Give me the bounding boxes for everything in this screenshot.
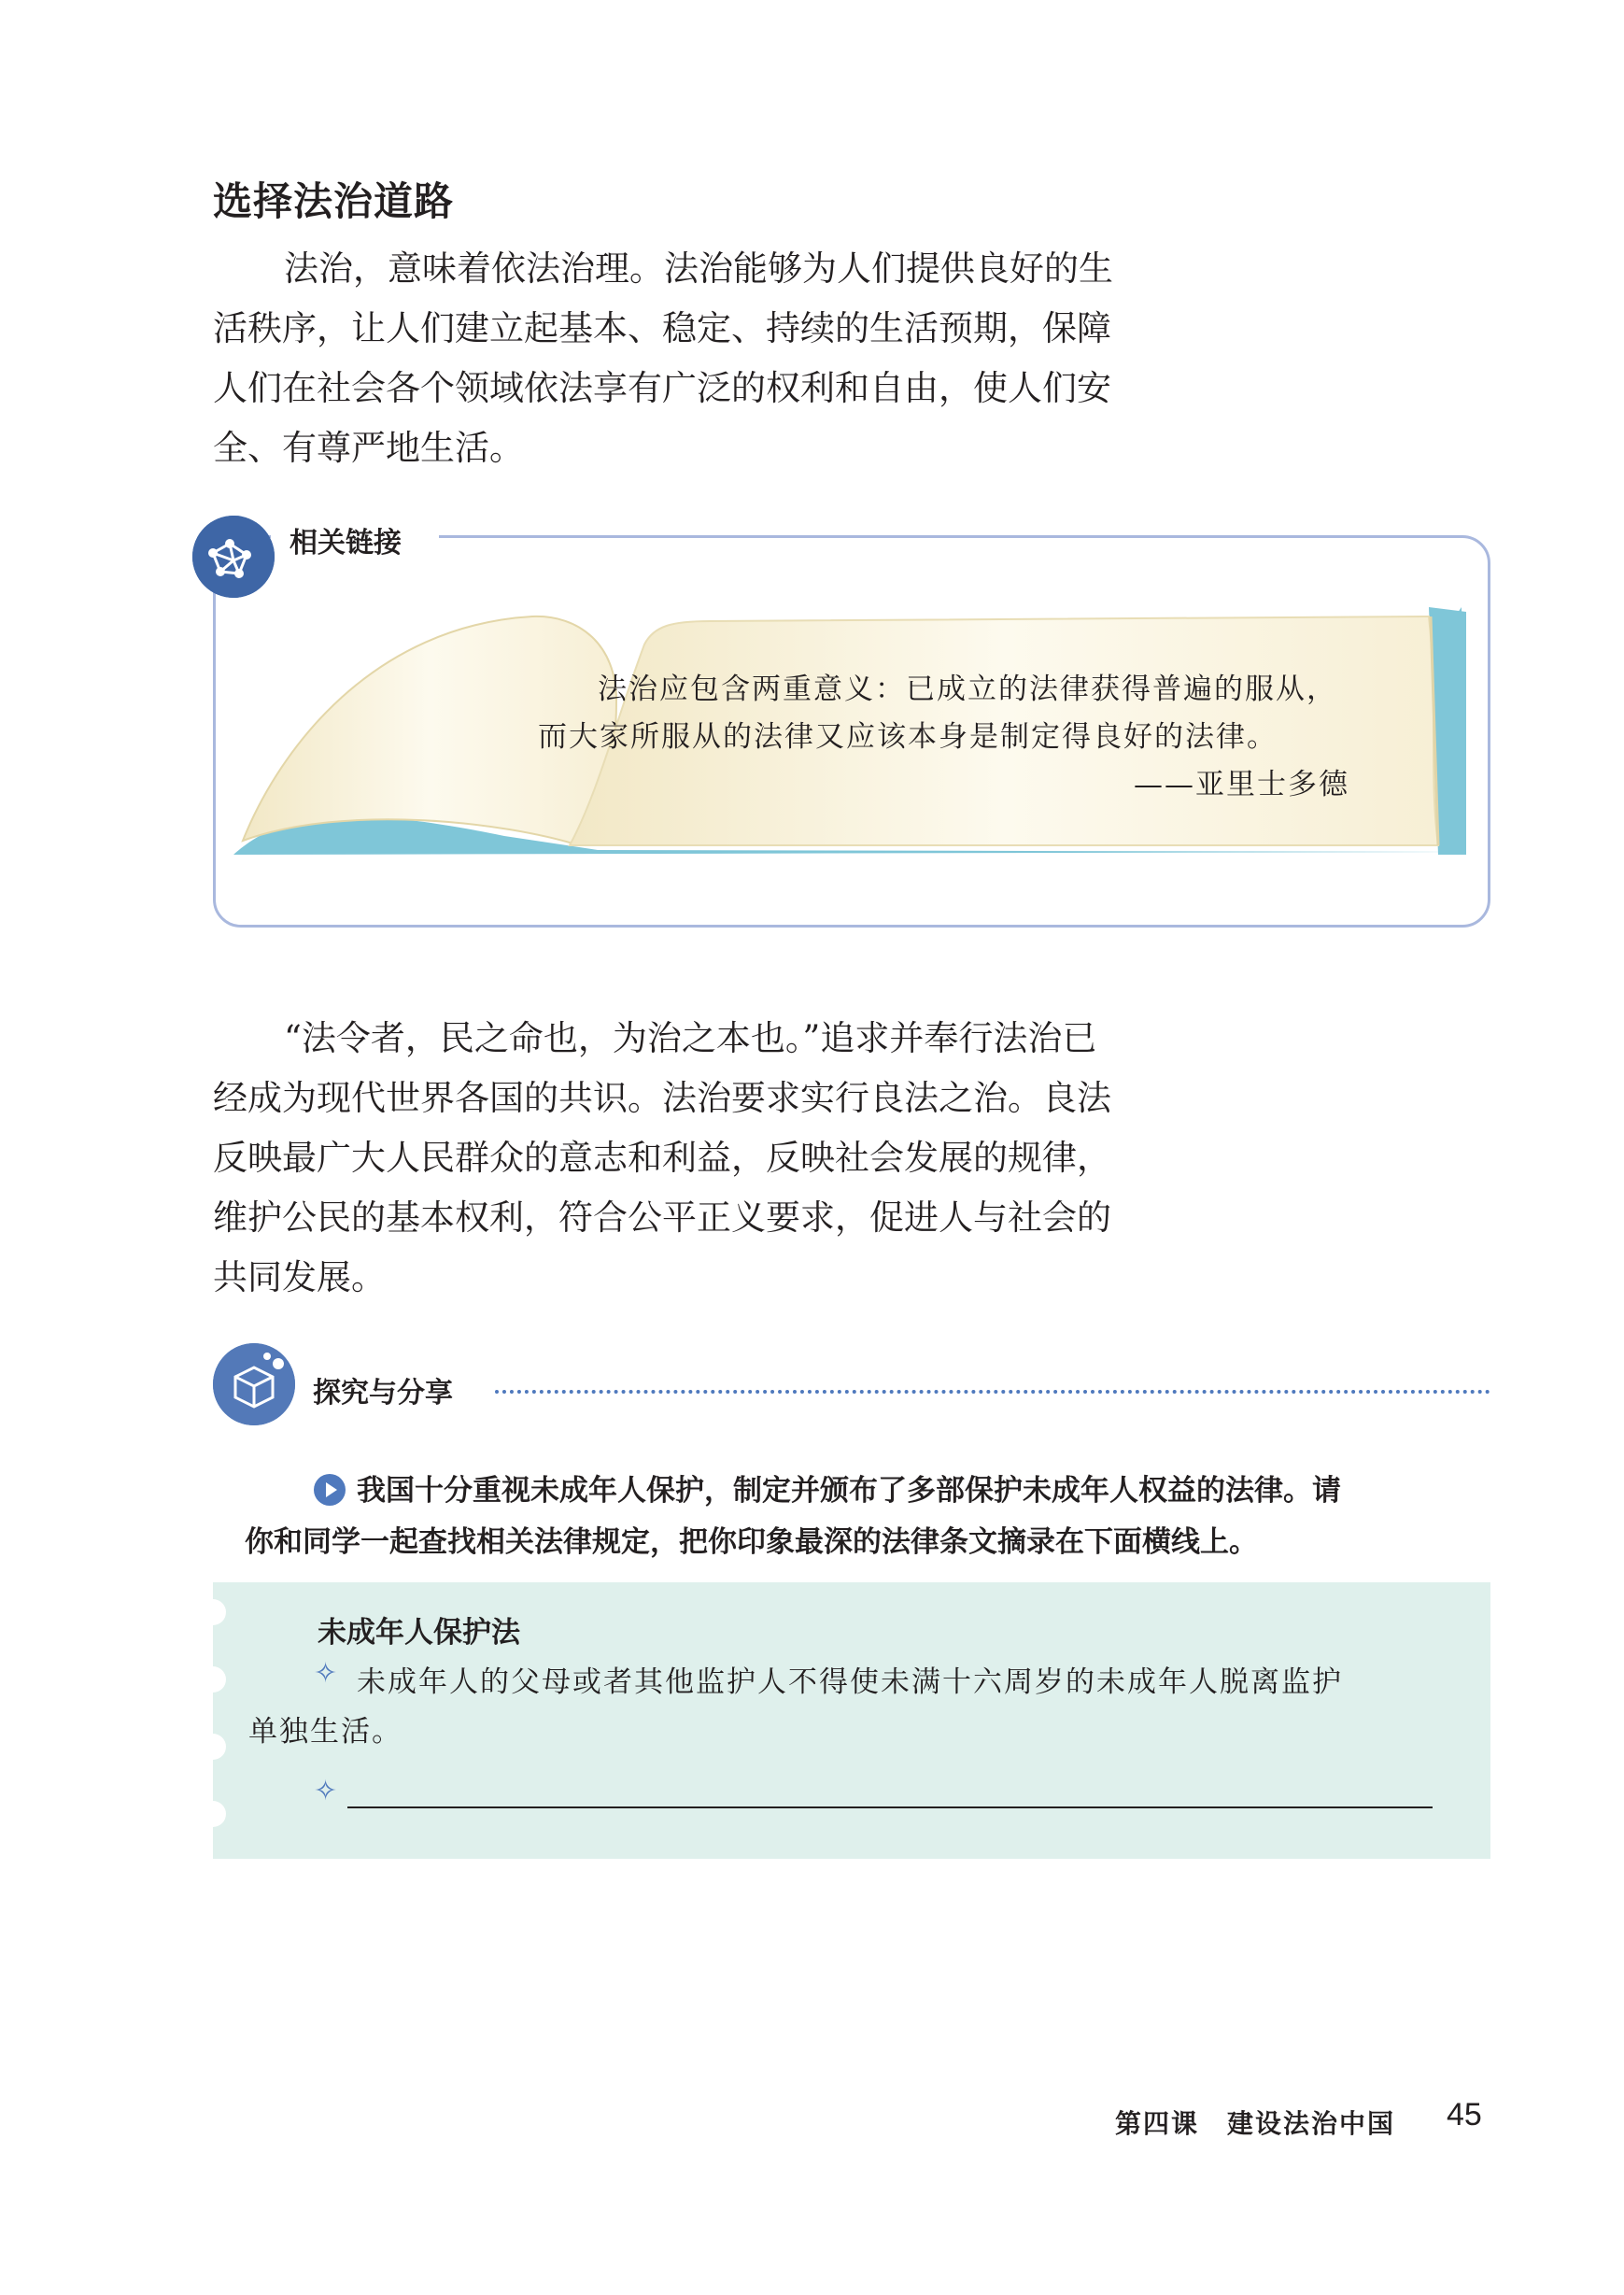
paragraph-2 xyxy=(213,1009,1170,1308)
section-title: 选择法治道路 xyxy=(213,178,455,224)
sparkle-bullet-icon: ✧ xyxy=(314,1657,338,1690)
sparkle-bullet-icon: ✧ xyxy=(314,1775,338,1807)
paragraph-1-line: 法治，意味着依法治理。法治能够为人们提供良好的生 xyxy=(284,248,1113,289)
paragraph-2-line: 反映最广大人民群众的意志和利益，反映社会发展的规律， xyxy=(213,1138,1111,1178)
footer-lesson-title: 第四课 建设法治中国 xyxy=(1115,2108,1396,2139)
paragraph-1-line: 全、有尊严地生活。 xyxy=(213,428,524,468)
quote-line: 法治应包含两重意义：已成立的法律获得普遍的服从， xyxy=(598,673,1337,706)
explore-label: 探究与分享 xyxy=(313,1377,453,1410)
explore-task-line: 我国十分重视未成年人保护，制定并颁布了多部保护未成年人权益的法律。请 xyxy=(357,1474,1341,1508)
law-title: 未成年人保护法 xyxy=(318,1616,520,1650)
paragraph-2-line: 经成为现代世界各国的共识。法治要求实行良法之治。良法 xyxy=(213,1078,1111,1118)
paragraph-1-line: 活秩序，让人们建立起基本、稳定、持续的生活预期，保障 xyxy=(213,308,1111,348)
law-box-notches xyxy=(204,1588,232,1859)
paragraph-2-line: 共同发展。 xyxy=(213,1257,386,1297)
explore-divider xyxy=(495,1390,1490,1394)
play-bullet-icon xyxy=(314,1474,346,1506)
related-link-badge-icon xyxy=(192,516,275,598)
explore-badge-icon xyxy=(213,1343,295,1425)
paragraph-2-line: 维护公民的基本权利，符合公平正义要求，促进人与社会的 xyxy=(213,1197,1111,1238)
paragraph-2-line: “法令者，民之命也，为治之本也。”追求并奉行法治已 xyxy=(284,1018,1097,1058)
law-text-line: 单独生活。 xyxy=(248,1715,402,1749)
quote-line: 而大家所服从的法律又应该本身是制定得良好的法律。 xyxy=(538,720,1278,754)
page-number: 45 xyxy=(1447,2097,1482,2132)
law-text-line: 未成年人的父母或者其他监护人不得使未满十六周岁的未成年人脱离监护 xyxy=(357,1665,1343,1699)
related-link-label: 相关链接 xyxy=(289,527,402,560)
paragraph-1-line: 人们在社会各个领域依法享有广泛的权利和自由，使人们安 xyxy=(213,368,1111,408)
explore-task-line: 你和同学一起查找相关法律规定，把你印象最深的法律条文摘录在下面横线上。 xyxy=(245,1525,1258,1559)
answer-blank-line[interactable] xyxy=(347,1806,1433,1808)
quote-attribution: ——亚里士多德 xyxy=(1134,768,1349,801)
paragraph-1 xyxy=(213,239,1170,478)
